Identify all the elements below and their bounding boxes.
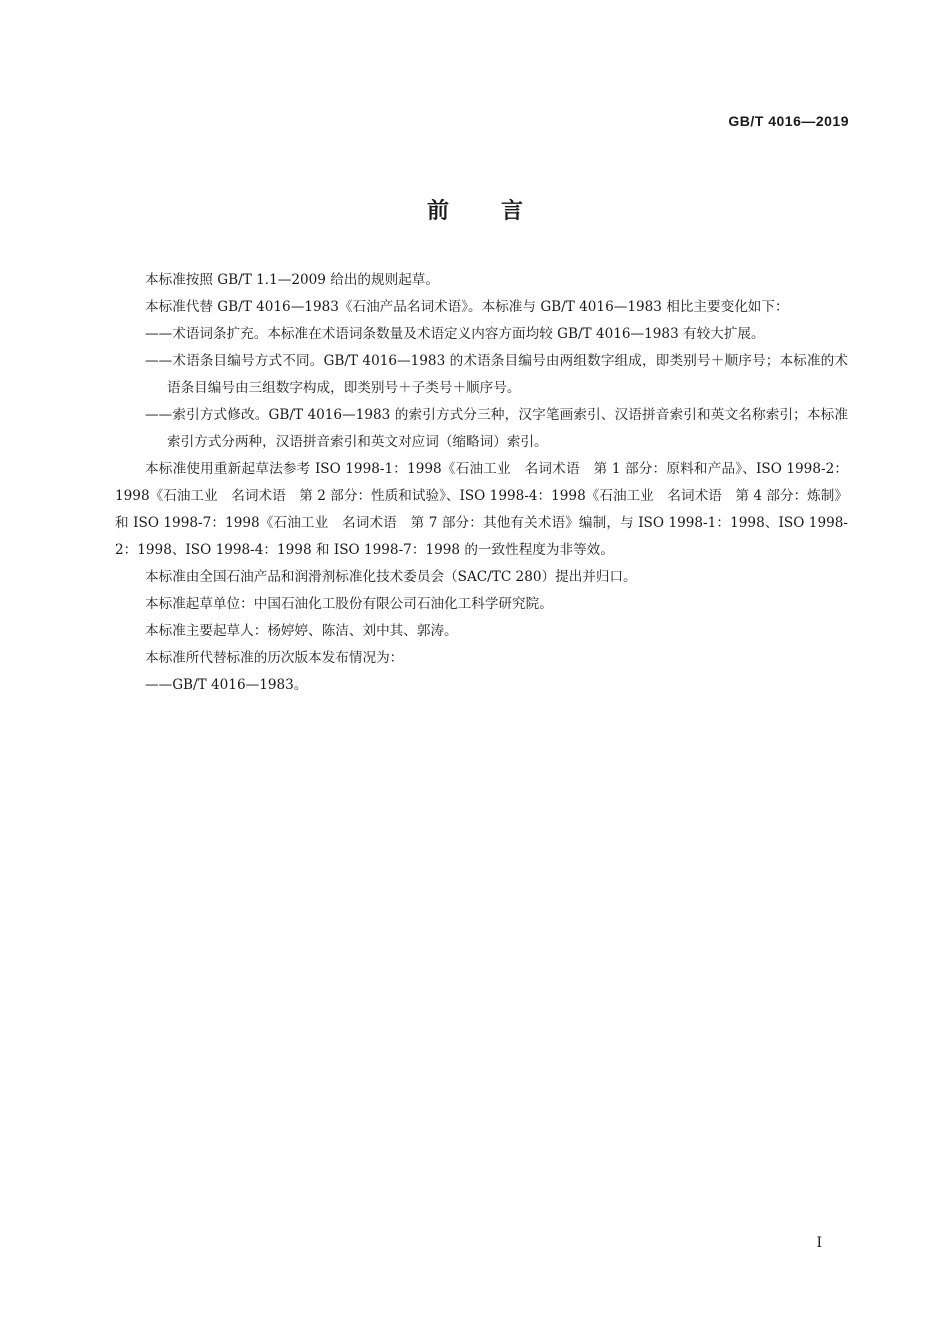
paragraph-drafters: 本标准主要起草人：杨婷婷、陈洁、刘中其、郭涛。 <box>145 623 458 639</box>
paragraph-history: 本标准所代替标准的历次版本发布情况为： <box>145 650 404 666</box>
list-item-previous-version: ——GB/T 4016—1983。 <box>145 677 308 693</box>
paragraph-drafting-unit: 本标准起草单位：中国石油化工股份有限公司石油化工科学研究院。 <box>145 596 553 612</box>
list-item-term-expansion: ——术语词条扩充。本标准在术语词条数量及术语定义内容方面均较 GB/T 4016—1983 有较大扩展。 <box>145 326 765 342</box>
paragraph-committee: 本标准由全国石油产品和润滑剂标准化技术委员会（SAC/TC 280）提出并归口。 <box>145 569 637 585</box>
standard-code: GB/T 4016—2019 <box>728 113 849 129</box>
list-item-index-change: ——索引方式修改。GB/T 4016—1983 的索引方式分三种，汉字笔画索引、汉语拼音索引和英文名称索引；本标准索引方式分两种，汉语拼音索引和英文对应词（缩略词）索引。 <box>145 407 848 450</box>
paragraph-iso-reference: 本标准使用重新起草法参考 ISO 1998-1：1998《石油工业 名词术语 第 1 部分：原料和产品》、ISO 1998-2：1998《石油工业 名词术语 第 2 部分：性质和试验》、ISO 1998-4：1998《石油工业 名词术语 第 4 部分：炼制》和 ISO 1998-7：1998《石油工业 名词术语 第 7 部分：其他有关术语》编制，与 ISO 1998-1：1998、ISO 1998-2：1998、ISO 1998-4：1998 和 ISO 1998-7：1998 的一致性程度为非等效。 <box>115 461 848 558</box>
document-body <box>115 267 848 699</box>
paragraph-drafting-rules: 本标准按照 GB/T 1.1—2009 给出的规则起草。 <box>145 272 439 288</box>
list-item-numbering-change: ——术语条目编号方式不同。GB/T 4016—1983 的术语条目编号由两组数字组成，即类别号＋顺序号；本标准的术语条目编号由三组数字构成，即类别号＋子类号＋顺序号。 <box>145 353 848 396</box>
paragraph-replacement: 本标准代替 GB/T 4016—1983《石油产品名词术语》。本标准与 GB/T 4016—1983 相比主要变化如下： <box>145 299 789 315</box>
page-title: 前言 <box>426 199 575 224</box>
page-number: I <box>816 1235 822 1251</box>
